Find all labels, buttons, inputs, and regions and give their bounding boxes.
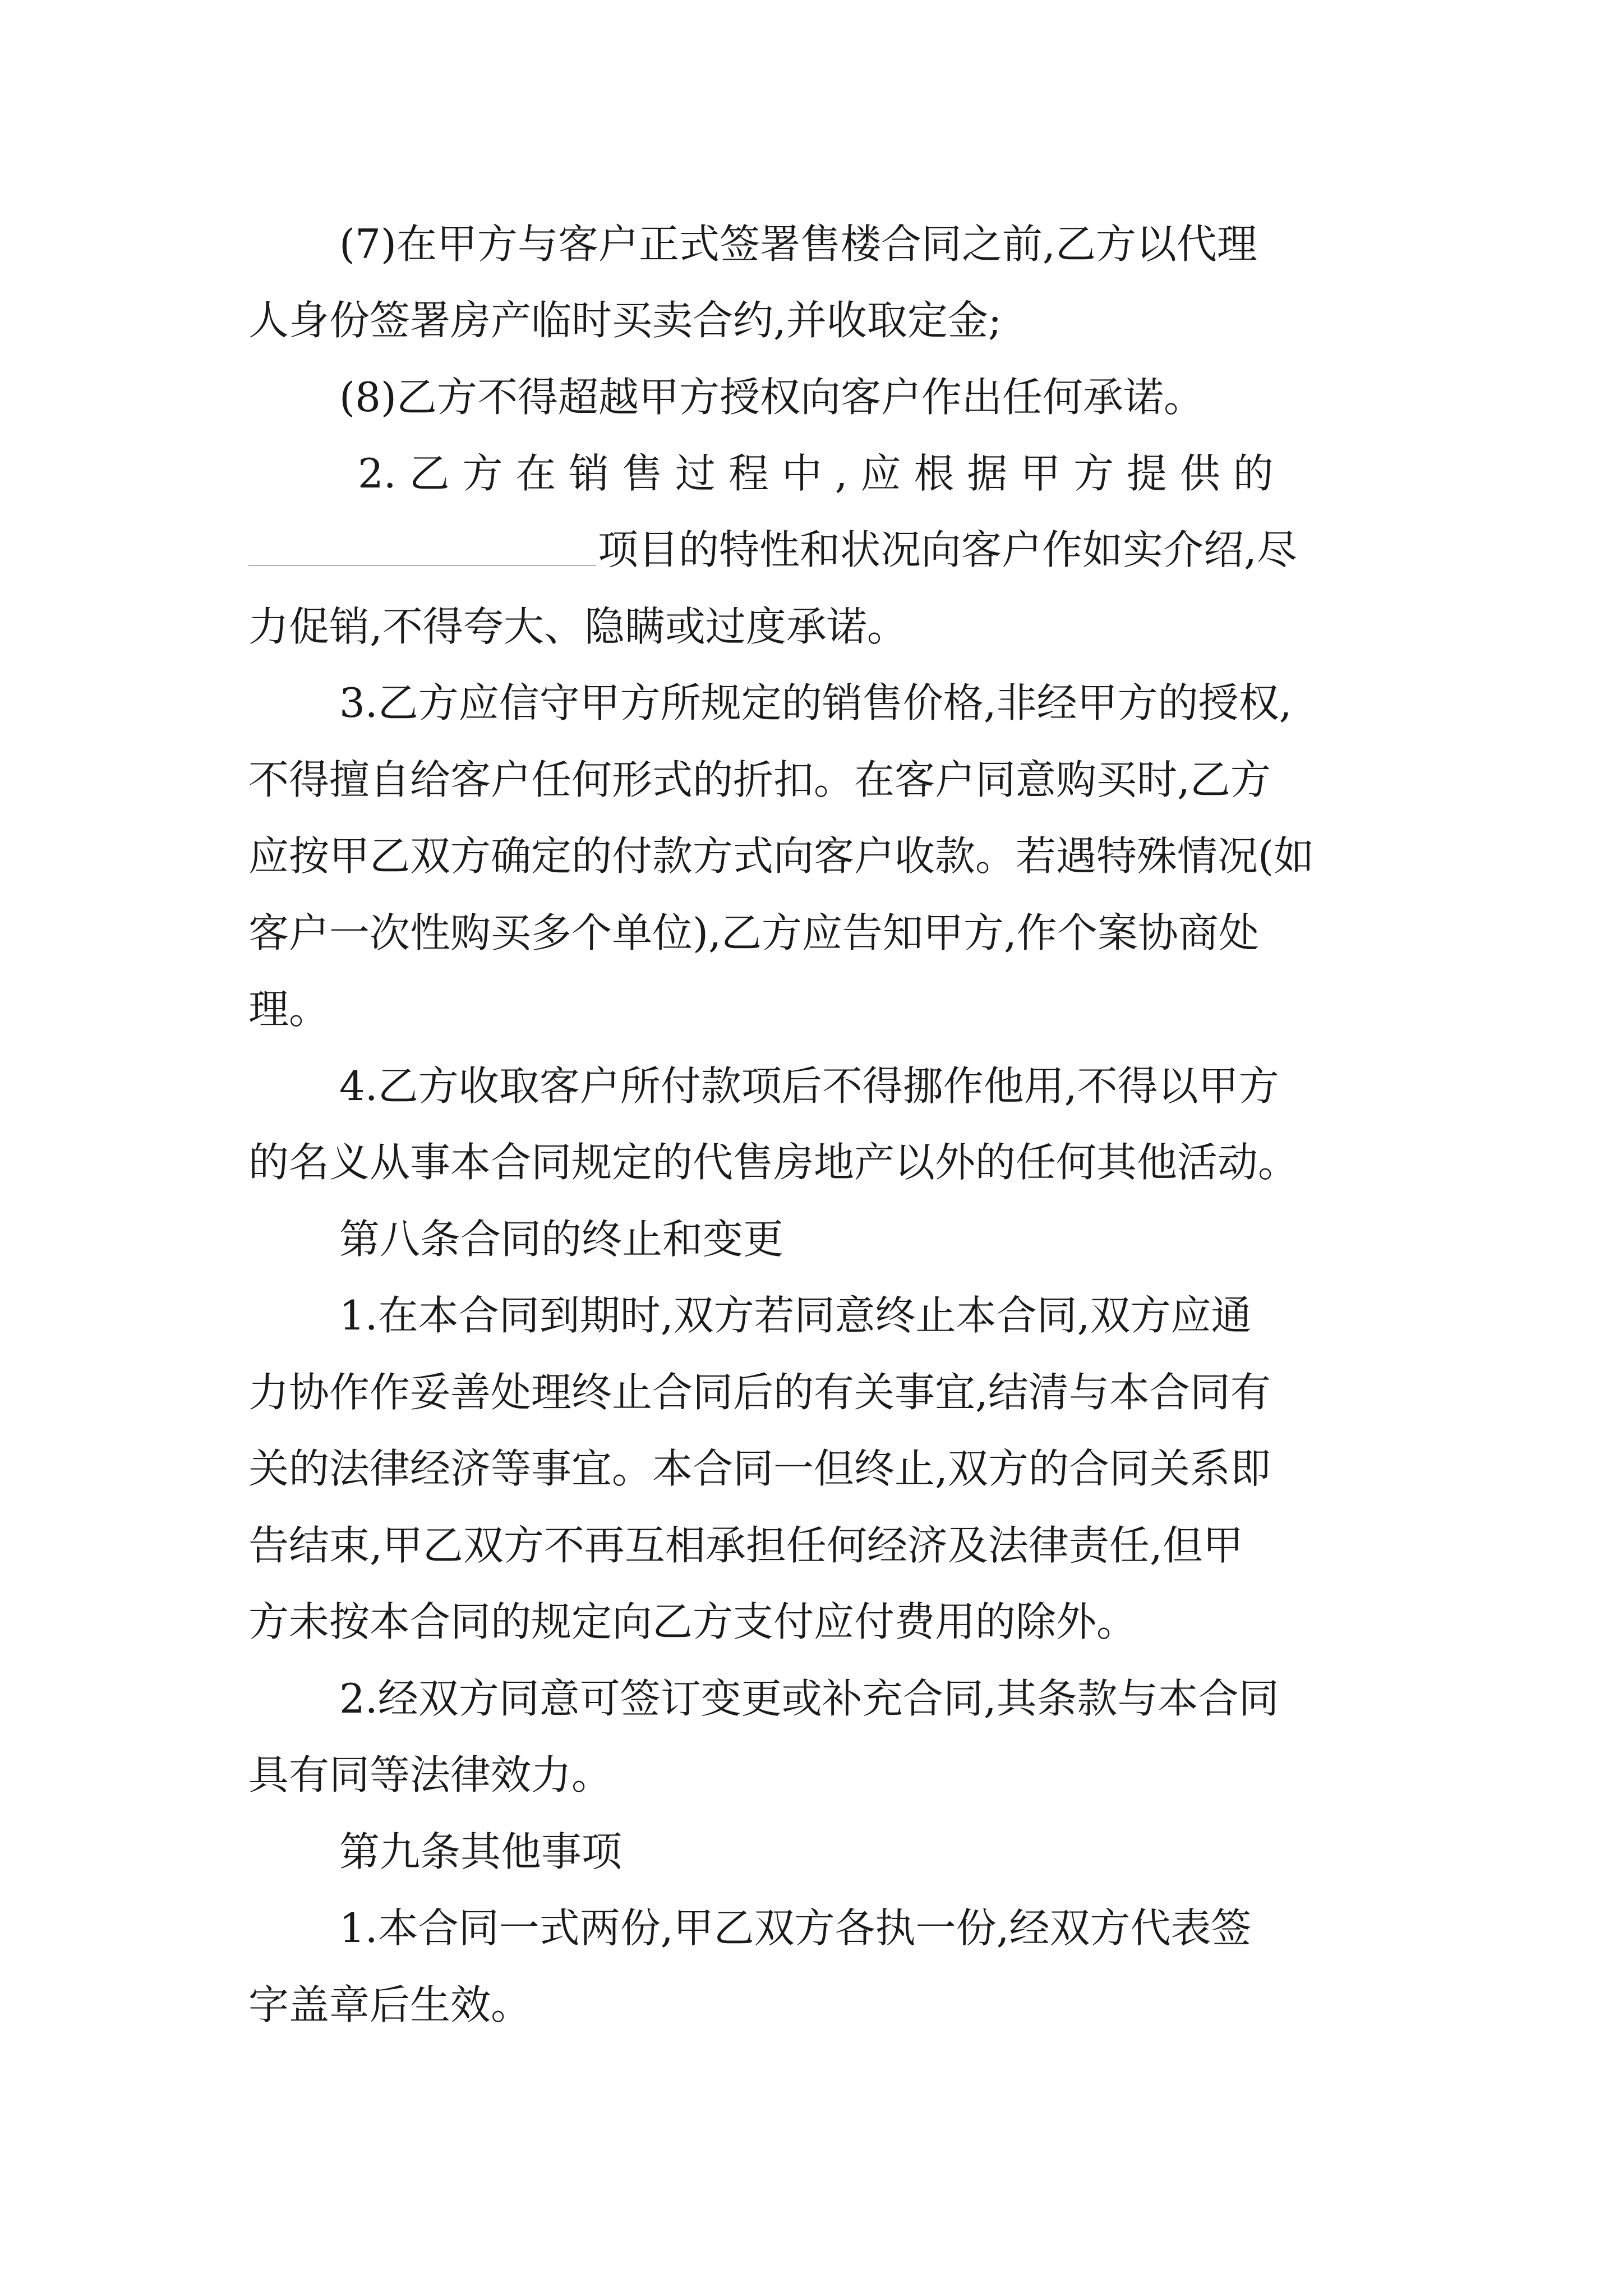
text-line: 客户一次性购买多个单位),乙方应告知甲方,作个案协商处 xyxy=(248,909,1259,956)
text-line: 1.在本合同到期时,双方若同意终止本合同,双方应通 xyxy=(339,1292,1252,1339)
text-line: 力协作作妥善处理终止合同后的有关事宜,结清与本合同有 xyxy=(248,1369,1271,1416)
text-line: 项目的特性和状况向客户作如实介绍,尽 xyxy=(598,526,1297,573)
text-line: 人身份签署房产临时买卖合约,并收取定金; xyxy=(248,297,1002,344)
text-line: 不得擅自给客户任何形式的折扣。在客户同意购买时,乙方 xyxy=(248,756,1271,803)
text-line: 字盖章后生效。 xyxy=(248,1981,532,2028)
text-line: 关的法律经济等事宜。本合同一但终止,双方的合同关系即 xyxy=(248,1445,1271,1492)
text-line: 力促销,不得夸大、隐瞒或过度承诺。 xyxy=(248,603,907,650)
text-line: 2. 乙 方 在 销 售 过 程 中 , 应 根 据 甲 方 提 供 的 xyxy=(358,450,1274,497)
text-line: (7)在甲方与客户正式签署售楼合同之前,乙方以代理 xyxy=(339,220,1257,268)
section-heading: 第八条合同的终止和变更 xyxy=(339,1216,784,1263)
text-line: (8)乙方不得超越甲方授权向客户作出任何承诺。 xyxy=(339,374,1204,421)
text-line: 3.乙方应信守甲方所规定的销售价格,非经甲方的授权, xyxy=(339,679,1292,726)
text-line: 理。 xyxy=(248,986,330,1033)
fill-in-blank xyxy=(248,565,596,566)
text-line: 告结束,甲乙双方不再互相承担任何经济及法律责任,但甲 xyxy=(248,1522,1243,1569)
text-line: 的名义从事本合同规定的代售房地产以外的任何其他活动。 xyxy=(248,1139,1299,1186)
text-line: 方未按本合同的规定向乙方支付应付费用的除外。 xyxy=(248,1598,1137,1645)
text-line: 具有同等法律效力。 xyxy=(248,1751,612,1798)
text-line: 4.乙方收取客户所付款项后不得挪作他用,不得以甲方 xyxy=(339,1062,1279,1110)
section-heading: 第九条其他事项 xyxy=(339,1828,623,1875)
text-line: 2.经双方同意可签订变更或补充合同,其条款与本合同 xyxy=(339,1675,1279,1722)
text-line: 应按甲乙双方确定的付款方式向客户收款。若遇特殊情况(如 xyxy=(248,832,1315,880)
text-line: 1.本合同一式两份,甲乙双方各执一份,经双方代表签 xyxy=(339,1904,1252,1952)
